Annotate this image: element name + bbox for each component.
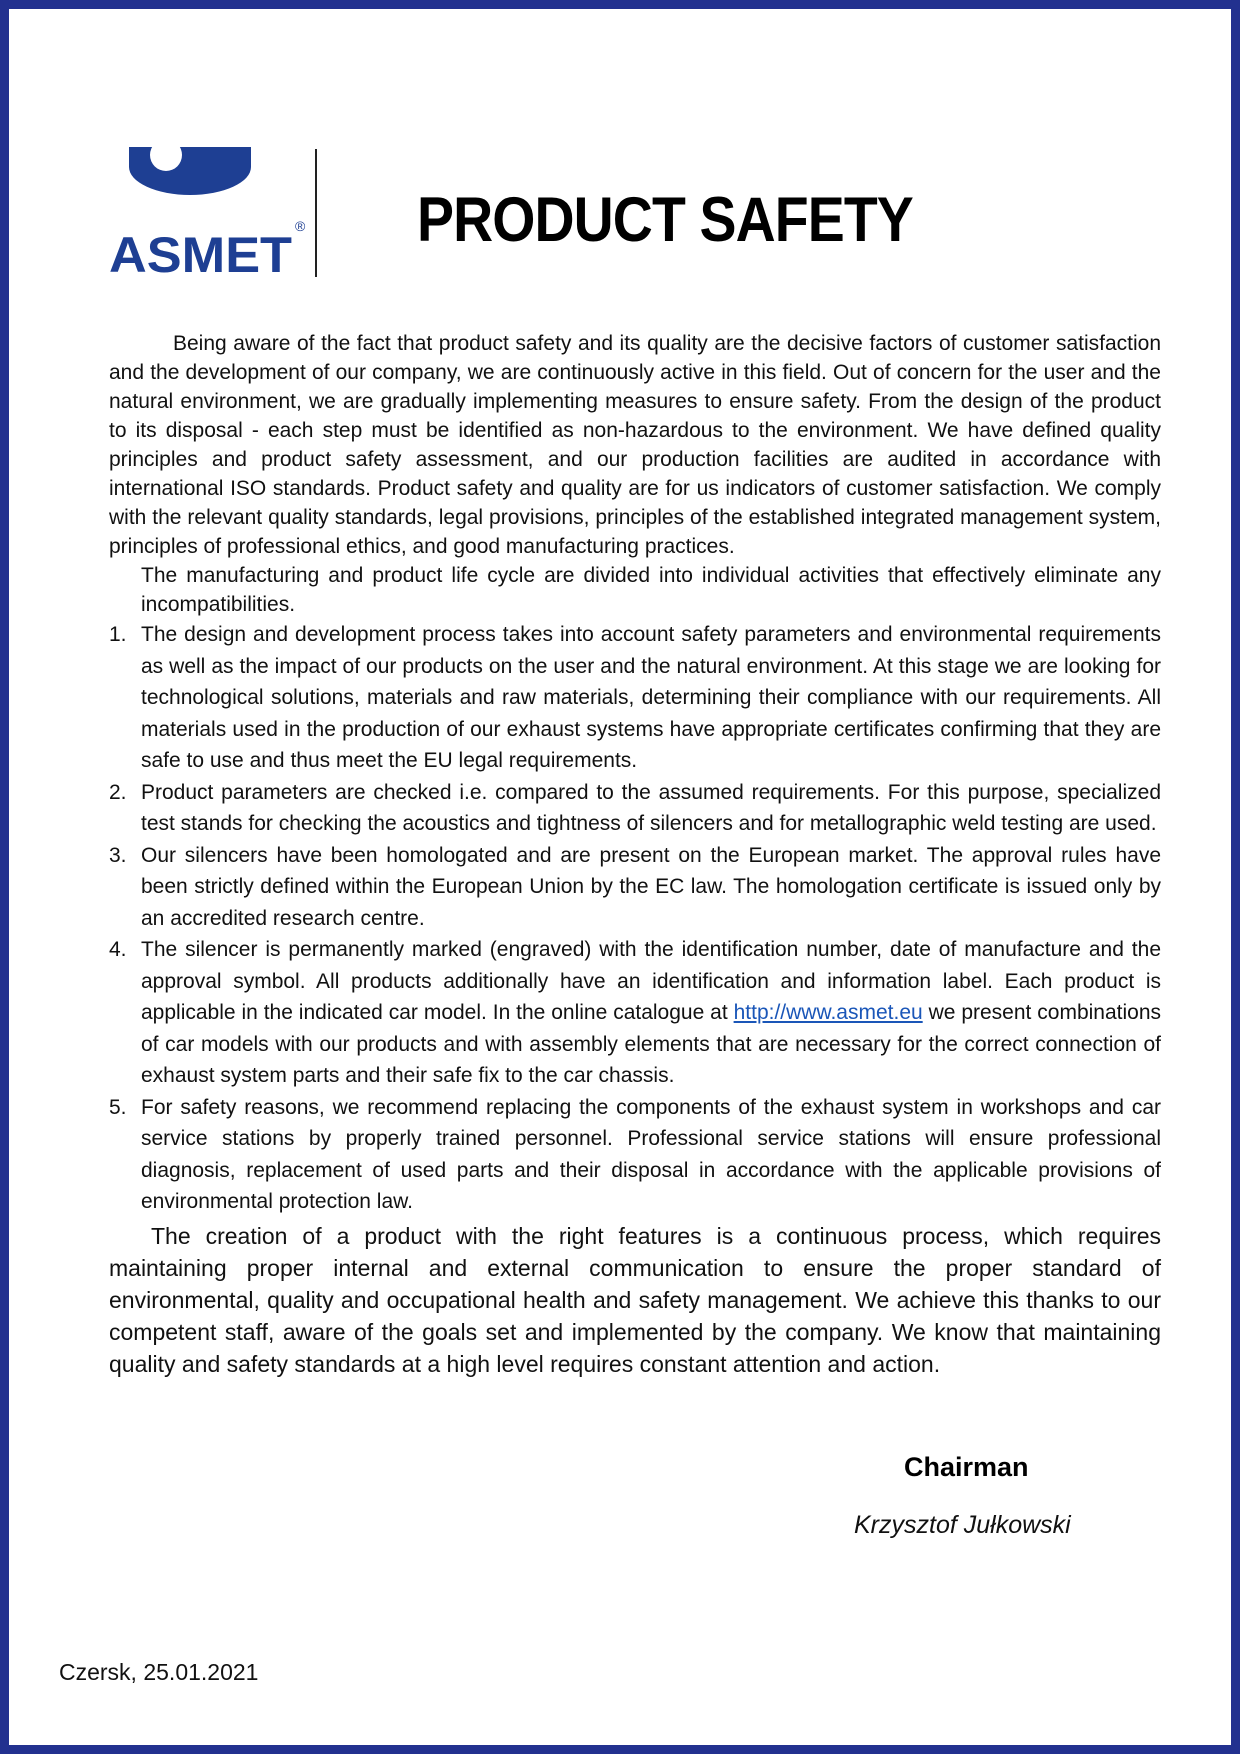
list-item-number: 3. [109,843,127,867]
list-item-text: Product parameters are checked i.e. compared to the assumed requirements. For this purpose, specialized test stands for checking the acoustics and tightness of silencers and for metallographic weld testing are used. [141,780,1161,835]
document-body [109,329,1161,1380]
list-item-text: For safety reasons, we recommend replacing the components of the exhaust system in workshops and car service stations by properly trained personnel. Professional service stations will ensure professional diagnosis, replacement of used parts and their disposal in accordance with the applicable provisions of environmental protection law. [141,1095,1161,1213]
list-item-text: The design and development process takes into account safety parameters and environmental requirements as well as the impact of our products on the user and the natural environment. At this stage we are looking for technological solutions, materials and raw materials, determining their compliance with our requirements. All materials used in the production of our exhaust systems have appropriate certificates confirming that they are safe to use and thus meet the EU legal requirements. [141,623,1161,772]
list-item [109,840,1161,935]
list-item-number: 5. [109,1095,127,1119]
place-and-date: Czersk, 25.01.2021 [59,1659,259,1685]
list-item-number: 2. [109,780,127,804]
closing-paragraph: The creation of a product with the right features is a continuous process, which requires maintaining proper internal and external communication to ensure the proper standard of environmental, quality and occupational health and safety management. We achieve this thanks to our competent staff, aware of the goals set and implemented by the company. We know that maintaining quality and safety standards at a high level requires constant attention and action. [109,1222,1161,1377]
logo-divider [315,149,317,277]
list-item [109,777,1161,840]
list-item-text-after-link: we present combinations of car models with our products and with assembly elements that are necessary for the correct connection of exhaust system parts and their safe fix to the car chassis. [141,1001,1162,1087]
list-item [109,619,1161,777]
list-item-text: Our silencers have been homologated and are present on the European market. The approval rules have been strictly defined within the European Union by the EC law. The homologation certificate is issued only by an accredited research centre. [141,843,1161,930]
page-title: PRODUCT SAFETY [417,185,913,255]
list-item-number: 4. [109,938,127,961]
signature-title: Chairman [904,1452,1029,1482]
list-item [109,1092,1161,1218]
list-item-number: 1. [109,623,127,646]
logo-wordmark: ASMET [109,227,292,279]
list-item-text-before-link: The silencer is permanently marked (engraved) with the identification number, date of manufacture and the approval symbol. All products additionally have an identification and information label. Each product is applicable in the indicated car model. In the online catalogue at [141,938,1161,1024]
list-item [109,934,1161,1092]
manufacturing-paragraph: The manufacturing and product life cycle are divided into individual activities that effectively eliminate any incompatibilities. [141,564,1161,616]
process-list [109,619,1161,1218]
asmet-logo [109,147,317,279]
logo-registered-mark: ® [295,218,306,234]
logo-dome-shape [129,147,251,195]
catalogue-link[interactable]: http://www.asmet.eu [733,1001,923,1024]
intro-paragraph: Being aware of the fact that product safety and its quality are the decisive factors of customer satisfaction and the development of our company, we are continuously active in this field. Out of concern for the user and the natural environment, we are gradually implementing measures to ensure safety. From the design of the product to its disposal - each step must be identified as non-hazardous to the environment. We have defined quality principles and product safety assessment, and our production facilities are audited in accordance with international ISO standards. Product safety and quality are for us indicators of customer satisfaction. We comply with the relevant quality standards, legal provisions, principles of the established integrated management system, principles of professional ethics, and good manufacturing practices. [109,332,1161,558]
signature-name: Krzysztof Jułkowski [854,1511,1071,1539]
